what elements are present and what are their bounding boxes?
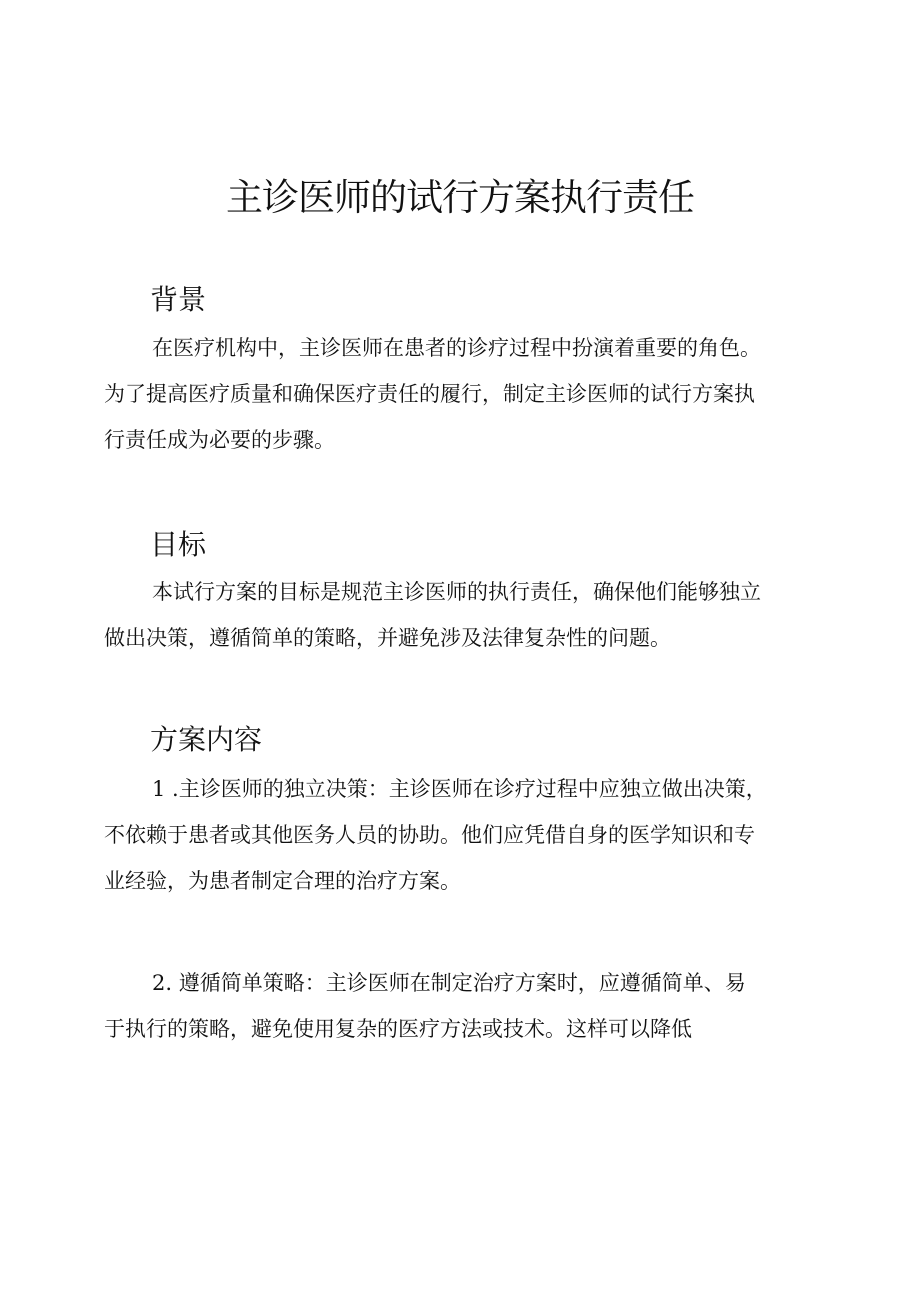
paragraph-line: 2. 遵循简单策略：主诊医师在制定治疗方案时，应遵循简单、易 [152, 971, 746, 995]
paragraph-line: 为了提高医疗质量和确保医疗责任的履行，制定主诊医师的试行方案执 [104, 382, 755, 406]
paragraph-line: 业经验，为患者制定合理的治疗方案。 [104, 869, 461, 893]
document-title: 主诊医师的试行方案执行责任 [226, 176, 694, 219]
section-heading-goal: 目标 [150, 528, 207, 561]
paragraph-line: 行责任成为必要的步骤。 [104, 428, 335, 452]
paragraph-line: 不依赖于患者或其他医务人员的协助。他们应凭借自身的医学知识和专 [104, 823, 755, 847]
paragraph-line: 于执行的策略，避免使用复杂的医疗方法或技术。这样可以降低 [104, 1017, 692, 1041]
plan-item-1-paragraph [104, 766, 834, 904]
goal-paragraph [104, 569, 834, 661]
section-heading-background: 背景 [150, 283, 207, 316]
paragraph-line: 做出决策，遵循简单的策略，并避免涉及法律复杂性的问题。 [104, 626, 671, 650]
section-heading-plan-content: 方案内容 [150, 723, 263, 756]
paragraph-line: 1 .主诊医师的独立决策：主诊医师在诊疗过程中应独立做出决策， [152, 777, 767, 801]
paragraph-line: 本试行方案的目标是规范主诊医师的执行责任，确保他们能够独立 [152, 580, 761, 604]
background-paragraph [104, 325, 834, 463]
plan-item-2-paragraph [104, 960, 834, 1052]
paragraph-line: 在医疗机构中，主诊医师在患者的诊疗过程中扮演着重要的角色。 [152, 336, 761, 360]
